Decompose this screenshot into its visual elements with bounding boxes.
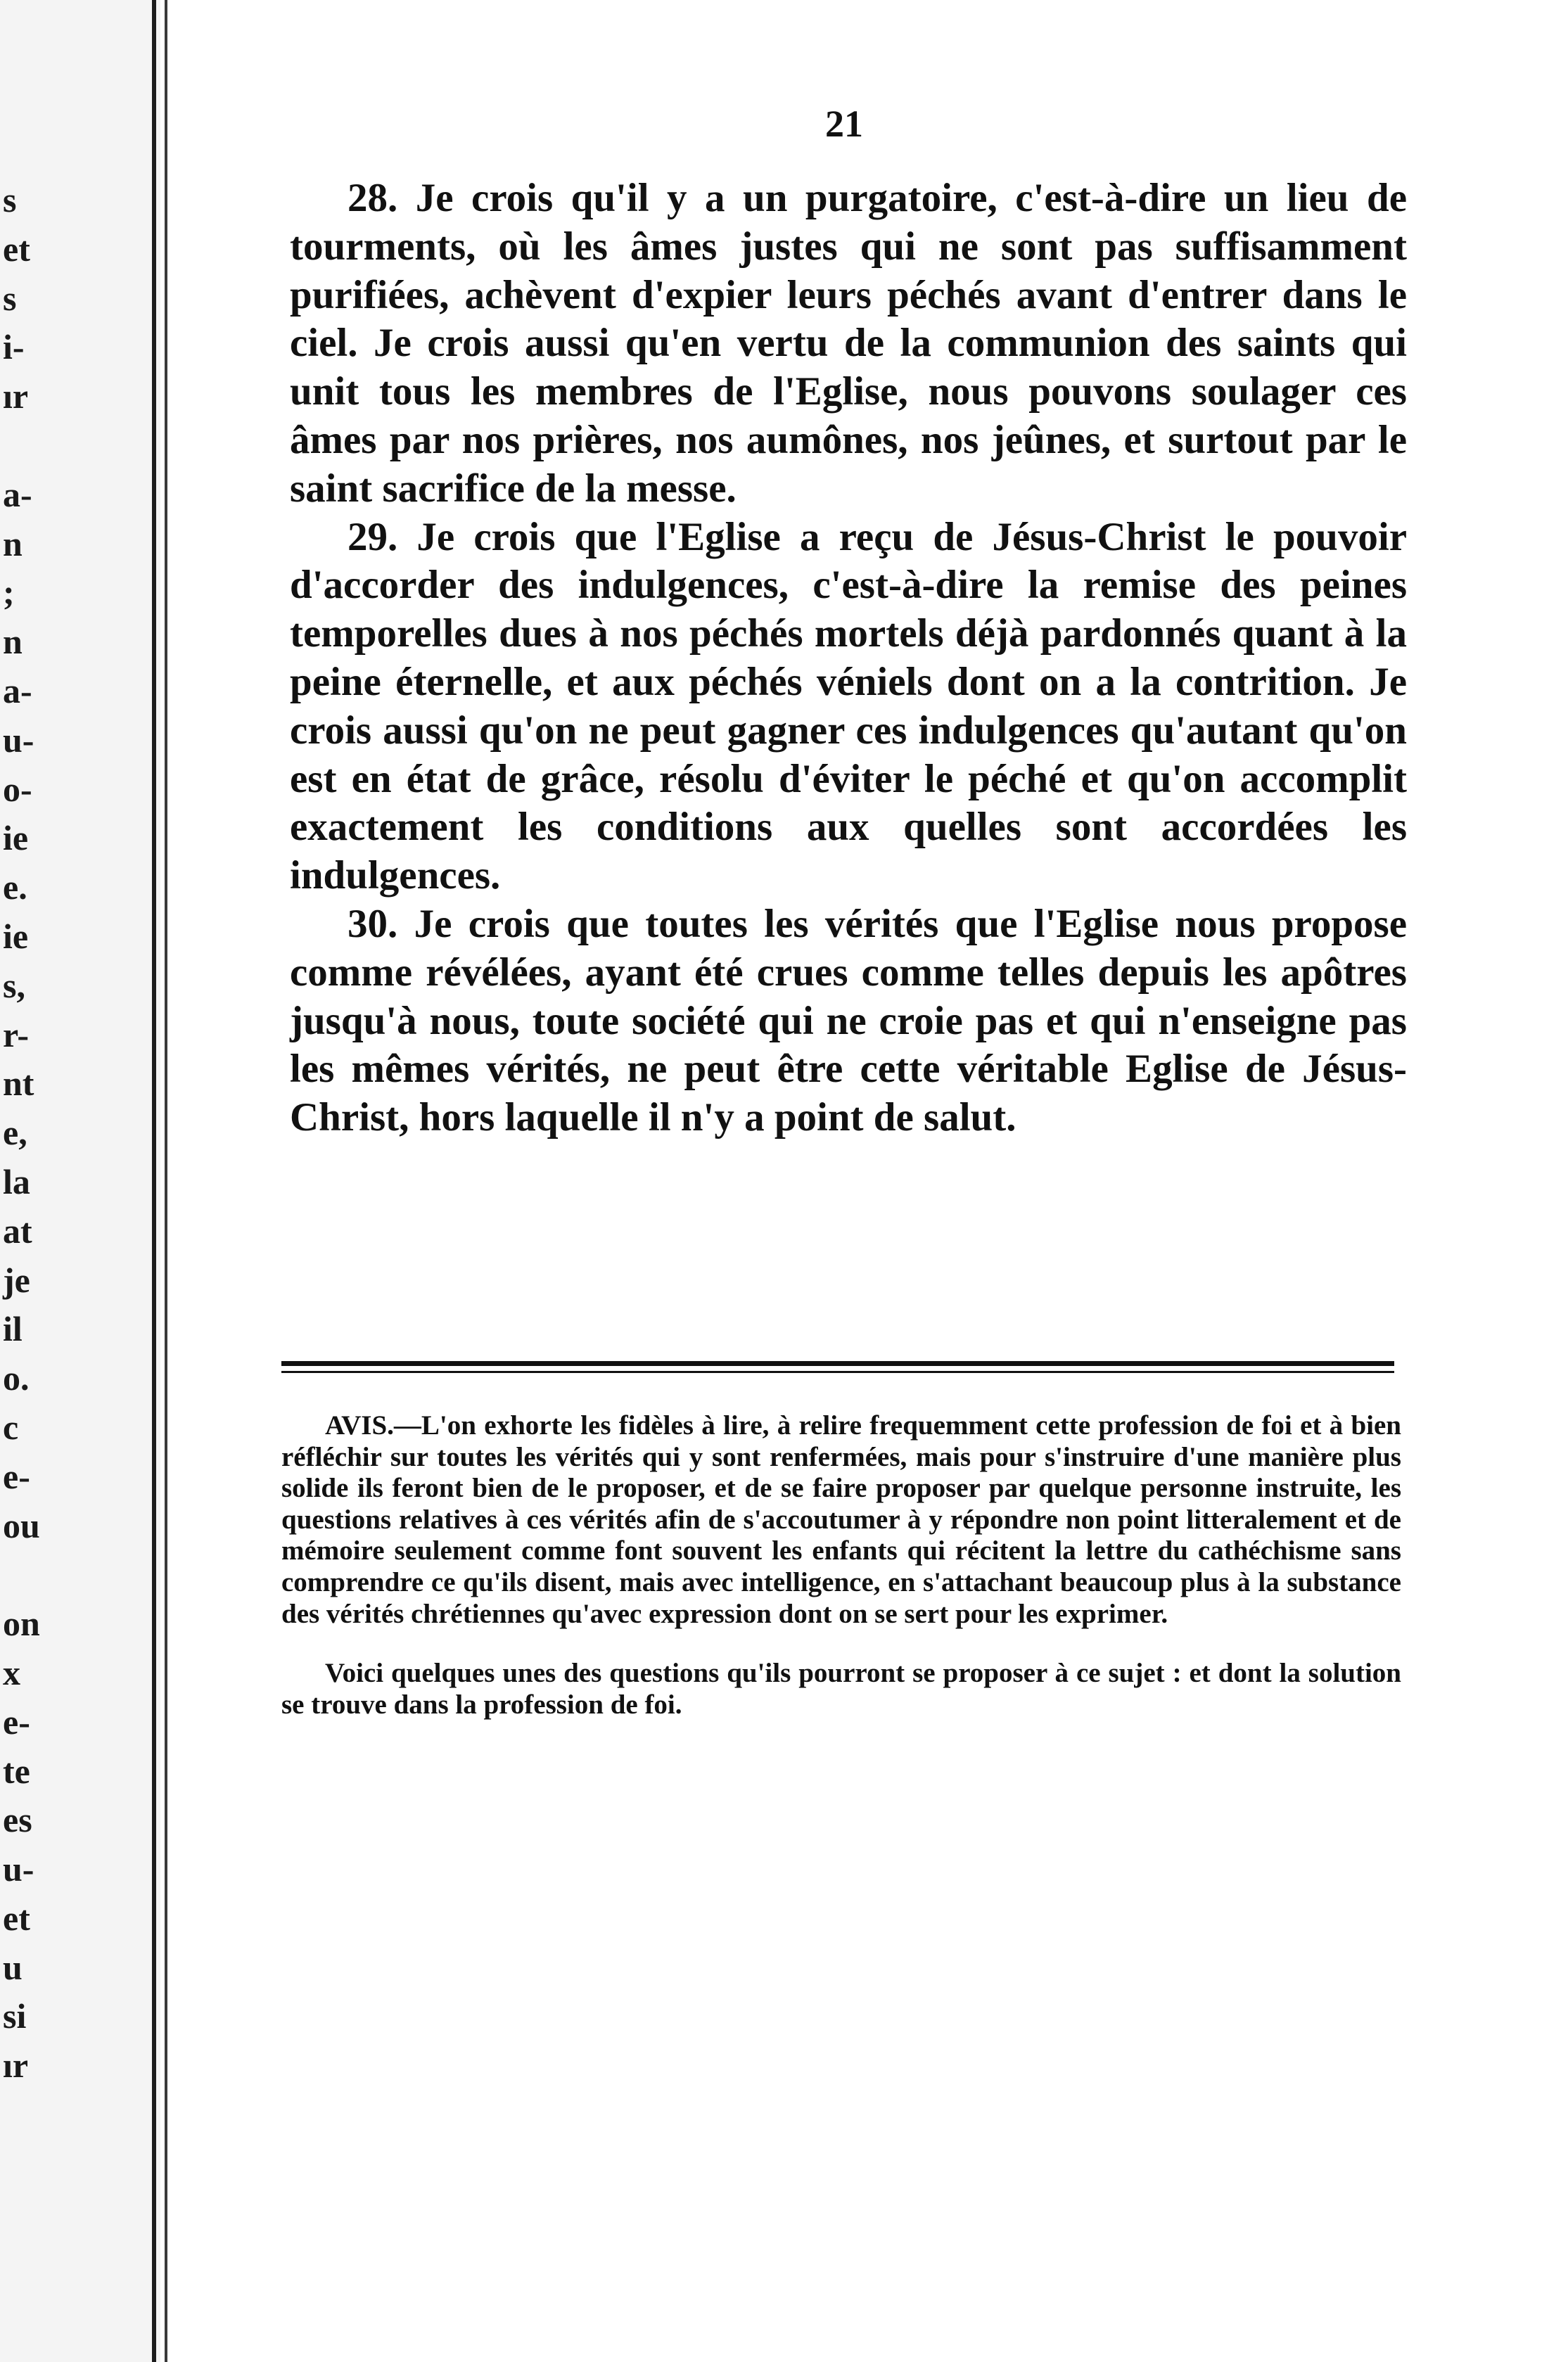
previous-page-fragment: on [3,1604,40,1644]
previous-page-fragment: a- [3,474,32,514]
gutter-line [165,0,167,2362]
previous-page-fragment: il [3,1309,23,1349]
article-number: 28. [348,176,398,220]
avis-note: AVIS.—L'on exhorte les fidèles à lire, à relire frequemment cette profession de foi et à bien réfléchir sur toutes les vérités qui y sont renfermées, mais pour s'instruire d'une manière plus solide ils feront bien de le proposer, et de se faire proposer par quelque personne instruite, les questions relatives à ces vérités afin de s'accoutumer à y répondre non point litteralement et de mémoire seulement comme font souvent les enfants qui récitent la lettre du cathéchisme sans comprendre ce qu'ils disent, mais avec intelligence, en s'attachant beaucoup plus à la substance des vérités chrétiennes qu'avec expression dont on se sert pour les exprimer. [281,1410,1401,1629]
previous-page-fragment: a- [3,670,32,710]
previous-page-fragment: u- [3,1849,34,1889]
previous-page-fragment: si [3,1996,27,2036]
article-text: Je crois qu'il y a un purgatoire, c'est-à-dire un lieu de tourments, où les âmes justes qui ne sont pas suffisamment purifiées, achèvent d'expier leurs péchés avant d'entrer dans le ciel. Je crois aussi qu'en vertu de la communion des saints qui unit tous les membres de l'Eglise, nous pouvons soulager ces âmes par nos prières, nos aumônes, nos jeûnes, et surtout par le saint sacrifice de la messe. [290,176,1407,511]
previous-page-fragment: r- [3,1014,29,1054]
previous-page-fragment: nt [3,1064,34,1104]
previous-page-fragment [3,1550,52,1600]
previous-page-fragment: c [3,1407,19,1447]
previous-page-fragment: o. [3,1358,30,1398]
article-number: 30. [348,901,398,946]
previous-page-fragment: e- [3,1456,30,1496]
previous-page-fragment: i- [3,327,25,367]
body-text [290,174,1407,1142]
previous-page-fragment: ie [3,818,29,858]
previous-page-fragment: u [3,1947,23,1987]
previous-page-fragment: s, [3,965,25,1005]
article-text: Je crois que l'Eglise a reçu de Jésus-Christ le pouvoir d'accorder des indulgences, c'est-à-dire la remise des peines temporelles dues à nos péchés mortels déjà pardonnés quant à la peine éternelle, et aux péchés véniels dont on a la contrition. Je crois aussi qu'on ne peut gagner ces indulgences qu'autant qu'on est en état de grâce, résolu d'éviter le péché et qu'on accomplit exactement les conditions aux quelles sont accordées les indulgences. [290,514,1407,898]
previous-page-fragment: e. [3,867,27,907]
article-text: Je crois que toutes les vérités que l'Eglise nous propose comme révélées, ayant été crues comme telles depuis les apôtres jusqu'à nous, toute société qui ne croie pas et qui n'enseigne pas les mêmes vérités, ne peut être cette véritable Eglise de Jésus-Christ, hors laquelle il n'y a point de salut. [290,901,1408,1140]
previous-page-fragment: je [3,1260,30,1300]
previous-page-fragment: u- [3,720,34,760]
previous-page-fragment: at [3,1211,32,1251]
previous-page-edge [0,0,160,2362]
previous-page-fragment: n [3,523,23,563]
section-divider [281,1371,1394,1373]
previous-page-fragment: x [3,1652,20,1692]
page-number: 21 [825,103,863,145]
previous-page-fragment: s [3,180,17,219]
article-28 [290,174,1407,513]
previous-page-fragment [3,421,52,471]
previous-page-fragment: ie [3,916,29,956]
gutter-line [152,0,156,2362]
questions-intro: Voici quelques unes des questions qu'ils pourront se proposer à ce sujet : et dont la solution se trouve dans la profession de foi. [281,1658,1401,1720]
article-30 [290,900,1407,1142]
previous-page-fragment: ; [3,573,15,613]
previous-page-fragment: e, [3,1113,27,1153]
previous-page-fragment: s [3,278,17,318]
previous-page-fragment: o- [3,769,32,809]
previous-page-fragment: te [3,1751,30,1791]
article-number: 29. [348,514,398,559]
previous-page-fragment: et [3,229,30,269]
previous-page-fragment: ır [3,2045,29,2086]
previous-page-line-fragments [3,176,52,2090]
previous-page-fragment: n [3,622,23,662]
section-divider [281,1361,1394,1366]
previous-page-fragment: es [3,1800,32,1840]
previous-page-fragment: et [3,1898,30,1938]
previous-page-fragment: ır [3,376,29,416]
previous-page-fragment: la [3,1161,30,1201]
previous-page-fragment: e- [3,1702,30,1742]
notes [281,1410,1401,1721]
article-29 [290,513,1407,900]
previous-page-fragment: ou [3,1505,40,1545]
